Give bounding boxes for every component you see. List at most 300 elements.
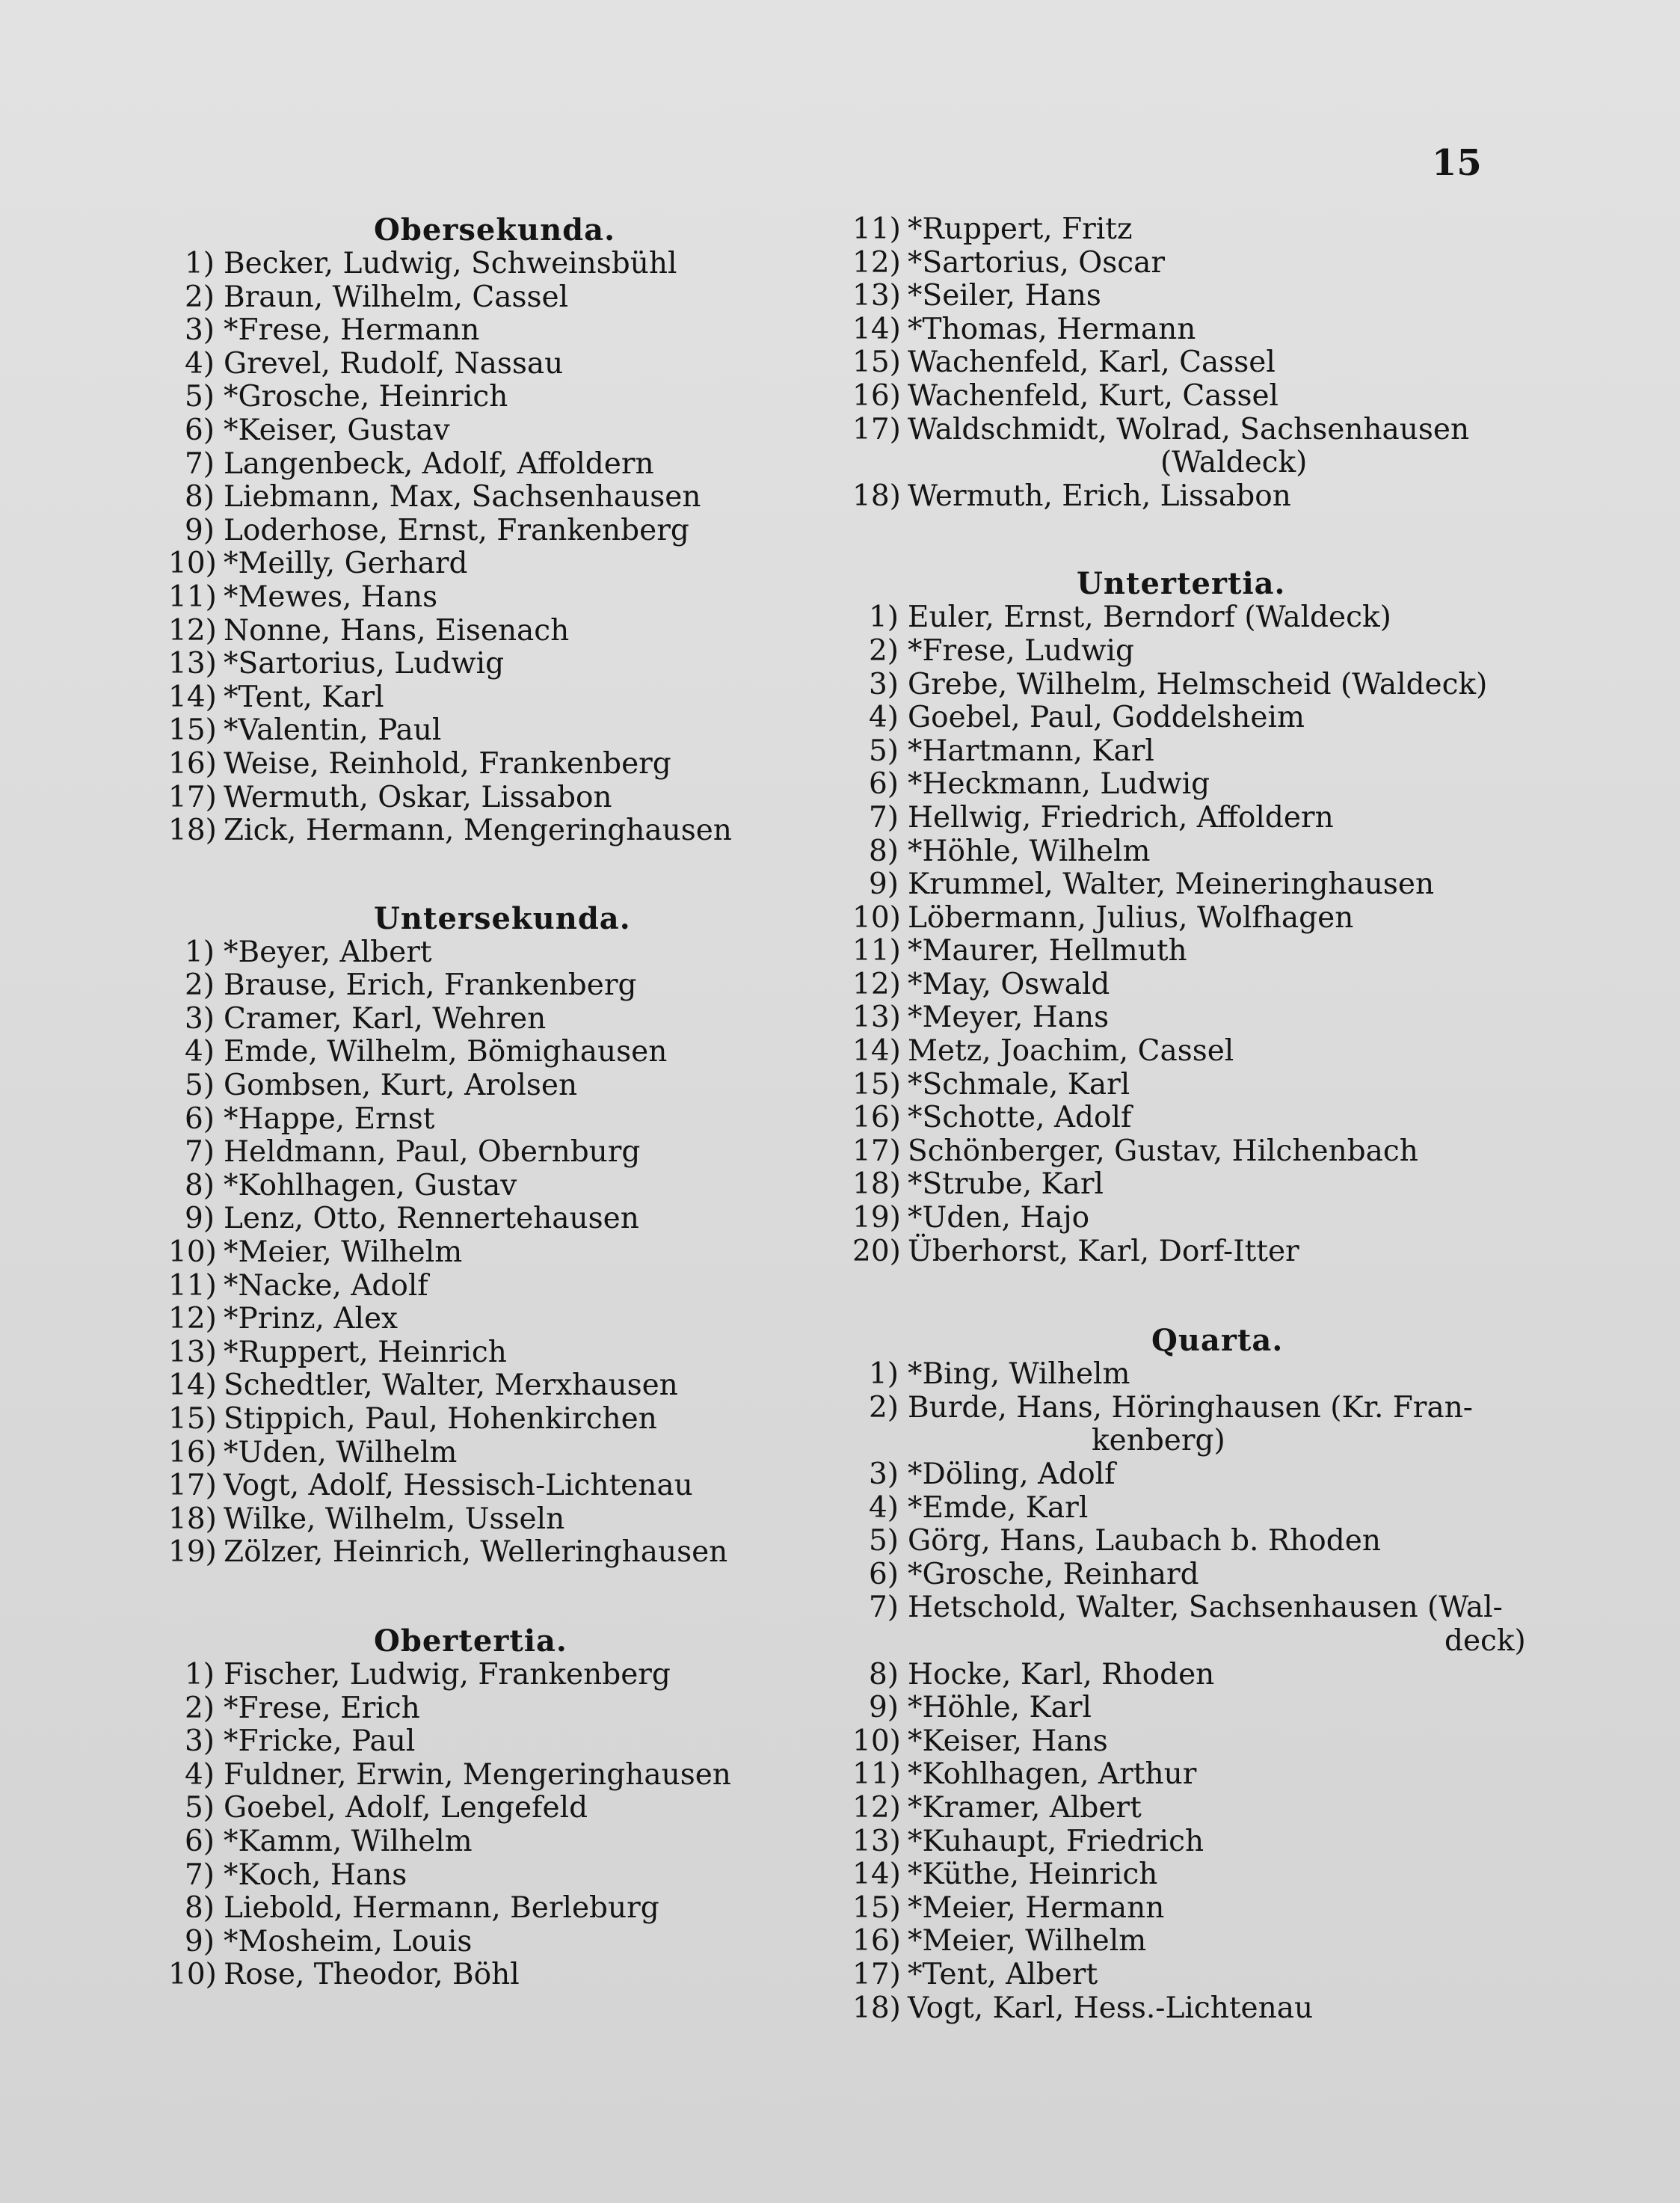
student-name: *Tent, Albert [908, 1957, 1098, 1991]
student-name: *Koch, Hans [224, 1858, 407, 1892]
entry-number: 8) [184, 1891, 215, 1926]
list-item [852, 1858, 1637, 1892]
entry-number: 16) [852, 378, 901, 413]
entry-number: 15) [852, 345, 901, 380]
student-name: *Nacke, Adolf [224, 1268, 428, 1303]
list-item [168, 1103, 871, 1137]
student-name: Becker, Ludwig, Schweinsbühl [224, 247, 677, 280]
list-item [852, 346, 1637, 380]
list-item [168, 1170, 871, 1203]
entry-number: 6) [184, 1102, 215, 1136]
entry-number: 11) [168, 580, 217, 614]
entry-number: 7) [868, 800, 899, 835]
list-item [852, 1892, 1637, 1926]
list-item [168, 514, 871, 548]
list-item [168, 581, 871, 615]
list-item [852, 935, 1637, 968]
student-name: *Meier, Hermann [908, 1890, 1165, 1925]
section-title: Obertertia. [374, 1623, 567, 1659]
list-item [852, 735, 1637, 769]
student-name: *Frese, Ludwig [908, 633, 1134, 668]
student-name: Vogt, Adolf, Hessisch-Lichtenau [224, 1469, 693, 1503]
entry-number: 4) [184, 1035, 215, 1069]
list-item [852, 868, 1637, 902]
list-item [852, 968, 1637, 1002]
list-item [168, 1202, 871, 1236]
list-item [168, 1503, 871, 1537]
list-item [168, 1825, 871, 1859]
student-name: Rose, Theodor, Böhl [224, 1958, 520, 1992]
entry-number: 2) [868, 1390, 899, 1425]
list-item [168, 1892, 871, 1926]
list-item [852, 1692, 1637, 1725]
list-item [168, 1036, 871, 1069]
list-item [852, 1202, 1637, 1235]
student-name: *Maurer, Hellmuth [908, 934, 1187, 968]
list-item [852, 1168, 1637, 1202]
entry-number: 18) [852, 1167, 901, 1202]
student-name: Langenbeck, Adolf, Affoldern [224, 446, 654, 481]
student-name: *Schotte, Adolf [908, 1101, 1132, 1135]
list-item [852, 1358, 1637, 1392]
student-name: *Ruppert, Heinrich [224, 1335, 507, 1369]
student-name: Hetschold, Walter, Sachsenhausen (Wal- [908, 1591, 1503, 1625]
student-name: *Keiser, Gustav [224, 413, 450, 447]
entry-number: 13) [852, 1001, 901, 1035]
student-name: Loderhose, Ernst, Frankenberg [224, 513, 689, 547]
entry-number: 10) [168, 547, 217, 581]
entry-number: 9) [868, 867, 899, 902]
student-name: *May, Oswald [908, 967, 1110, 1001]
entry-number: 15) [852, 1890, 901, 1925]
list-item [852, 247, 1637, 280]
section-title: Quarta. [1151, 1323, 1284, 1359]
student-name: Grebe, Wilhelm, Helmscheid (Waldeck) [908, 667, 1488, 701]
list-item [852, 1591, 1637, 1625]
entry-number: 8) [868, 834, 899, 868]
entry-number: 17) [852, 1134, 901, 1168]
list-item [852, 1992, 1637, 2026]
section-obertertia [168, 1624, 871, 1992]
entry-number: 13) [852, 1824, 901, 1858]
list-item [852, 380, 1637, 414]
list-item [852, 669, 1637, 702]
student-name: Görg, Hans, Laubach b. Rhoden [908, 1524, 1381, 1558]
entry-number: 3) [184, 313, 215, 348]
list-item [852, 1069, 1637, 1102]
list-item [852, 835, 1637, 869]
entry-number: 15) [168, 1402, 217, 1436]
list-item [168, 714, 871, 748]
student-name: *Meier, Wilhelm [908, 1924, 1147, 1958]
section-obersekunda [168, 213, 871, 848]
student-name: Heldmann, Paul, Obernburg [224, 1135, 641, 1170]
student-name: Cramer, Karl, Wehren [224, 1001, 547, 1036]
student-name: *Fricke, Paul [224, 1724, 416, 1759]
list-item [168, 648, 871, 681]
list-item [168, 1792, 871, 1825]
list-item [168, 1958, 871, 1992]
entry-number: 4) [868, 701, 899, 735]
student-list [168, 936, 871, 1570]
entry-number: 9) [184, 513, 215, 547]
list-item [168, 1859, 871, 1893]
entry-number: 10) [168, 1235, 217, 1270]
list-item [852, 802, 1637, 835]
student-name: Vogt, Karl, Hess.-Lichtenau [908, 1991, 1314, 2025]
list-item [168, 414, 871, 448]
student-name: Zölzer, Heinrich, Welleringhausen [224, 1535, 728, 1570]
student-name: Metz, Joachim, Cassel [908, 1034, 1234, 1069]
student-name: *Sartorius, Ludwig [224, 647, 505, 681]
student-name: Überhorst, Karl, Dorf-Itter [908, 1234, 1299, 1268]
entry-number: 1) [184, 247, 215, 280]
list-item [168, 248, 871, 281]
entry-number: 4) [184, 346, 215, 381]
list-item [168, 748, 871, 781]
entry-number: 3) [868, 667, 899, 701]
student-name: Burde, Hans, Höringhausen (Kr. Fran- [908, 1390, 1473, 1425]
student-name: *Mewes, Hans [224, 580, 438, 614]
entry-continuation: (Waldeck) [1160, 446, 1308, 480]
list-item [852, 313, 1637, 347]
entry-number: 5) [184, 1791, 215, 1825]
entry-number: 3) [184, 1724, 215, 1759]
list-item [852, 1825, 1637, 1859]
entry-number: 12) [852, 245, 901, 280]
student-name: Fischer, Ludwig, Frankenberg [224, 1657, 671, 1692]
section-title: Obersekunda. [374, 212, 615, 248]
entry-number: 10) [168, 1958, 217, 1992]
entry-number: 9) [184, 1202, 215, 1236]
student-name: *Kramer, Albert [908, 1790, 1142, 1825]
entry-number: 5) [868, 734, 899, 768]
entry-number: 1) [868, 1357, 899, 1392]
list-item [168, 1003, 871, 1036]
student-name: *Meier, Wilhelm [224, 1235, 463, 1270]
student-name: *Happe, Ernst [224, 1102, 435, 1136]
list-item [168, 1336, 871, 1370]
student-name: Grevel, Rudolf, Nassau [224, 346, 564, 381]
student-name: Weise, Reinhold, Frankenberg [224, 746, 671, 781]
entry-number: 9) [184, 1924, 215, 1958]
entry-number: 18) [852, 479, 901, 513]
student-name: *Strube, Karl [908, 1167, 1104, 1202]
entry-number: 5) [184, 1069, 215, 1103]
list-item [852, 1102, 1637, 1135]
student-name: *Seiler, Hans [908, 279, 1101, 313]
list-item [852, 1958, 1637, 1992]
student-name: *Döling, Adolf [908, 1457, 1116, 1491]
student-name: *Meyer, Hans [908, 1001, 1110, 1035]
student-name: *Valentin, Paul [224, 713, 442, 748]
entry-number: 19) [168, 1535, 217, 1570]
list-item [852, 1135, 1637, 1169]
student-name: *Ruppert, Fritz [908, 212, 1133, 246]
list-item [168, 969, 871, 1003]
student-name: Wermuth, Erich, Lissabon [908, 479, 1291, 513]
student-name: Fuldner, Erwin, Mengeringhausen [224, 1757, 731, 1792]
entry-number: 14) [852, 1034, 901, 1069]
student-name: *Prinz, Alex [224, 1302, 399, 1336]
entry-number: 19) [852, 1201, 901, 1235]
student-name: Goebel, Paul, Goddelsheim [908, 701, 1305, 735]
list-item [168, 1437, 871, 1470]
student-name: *Höhle, Karl [908, 1691, 1092, 1725]
list-item [852, 601, 1637, 635]
student-name: *Bing, Wilhelm [908, 1357, 1130, 1392]
student-name: Lenz, Otto, Rennertehausen [224, 1202, 639, 1236]
list-item [168, 1369, 871, 1403]
entry-number: 9) [868, 1691, 899, 1725]
student-name: *Kuhaupt, Friedrich [908, 1824, 1204, 1858]
entry-continuation: deck) [1444, 1623, 1526, 1658]
list-item [852, 1558, 1637, 1592]
list-item [168, 1926, 871, 1959]
student-name: Löbermann, Julius, Wolfhagen [908, 900, 1354, 935]
student-name: Krummel, Walter, Meineringhausen [908, 867, 1435, 902]
student-name: Brause, Erich, Frankenberg [224, 968, 637, 1003]
entry-number: 15) [852, 1067, 901, 1102]
list-item [168, 781, 871, 815]
list-item [168, 1759, 871, 1792]
student-name: *Tent, Karl [224, 680, 384, 714]
student-name: *Mosheim, Louis [224, 1924, 473, 1958]
entry-number: 17) [852, 1957, 901, 1991]
student-name: Emde, Wilhelm, Bömighausen [224, 1035, 668, 1069]
student-name: *Uden, Hajo [908, 1201, 1090, 1235]
list-item [852, 1659, 1637, 1692]
student-name: Hocke, Karl, Rhoden [908, 1657, 1215, 1692]
list-item [168, 481, 871, 514]
list-item [852, 1235, 1637, 1269]
list-item [168, 1270, 871, 1303]
entry-number: 5) [868, 1524, 899, 1558]
entry-number: 4) [184, 1757, 215, 1792]
student-name: Liebmann, Max, Sachsenhausen [224, 480, 701, 514]
list-item [168, 1236, 871, 1270]
list-item [168, 1403, 871, 1437]
student-list [852, 1358, 1637, 2025]
section-untersekunda [168, 902, 871, 1570]
entry-number: 6) [868, 767, 899, 802]
entry-number: 14) [168, 680, 217, 714]
entry-number: 11) [168, 1268, 217, 1303]
student-list [852, 601, 1637, 1268]
entry-number: 10) [852, 1724, 901, 1758]
list-item [852, 1925, 1637, 1958]
list-item [852, 1525, 1637, 1558]
entry-number: 10) [852, 900, 901, 935]
list-item [852, 1458, 1637, 1492]
list-item [852, 1725, 1637, 1759]
student-name: Waldschmidt, Wolrad, Sachsenhausen [908, 412, 1470, 446]
student-name: Wachenfeld, Kurt, Cassel [908, 378, 1279, 413]
entry-number: 12) [168, 1302, 217, 1336]
section-title: Untertertia. [1077, 566, 1286, 602]
entry-number: 16) [852, 1924, 901, 1958]
student-name: *Küthe, Heinrich [908, 1858, 1158, 1892]
entry-number: 12) [852, 1790, 901, 1825]
list-item [852, 635, 1637, 669]
student-name: *Grosche, Reinhard [908, 1557, 1199, 1591]
list-item [852, 902, 1637, 935]
list-item [852, 1035, 1637, 1069]
student-name: *Sartorius, Oscar [908, 245, 1166, 280]
entry-number: 2) [184, 280, 215, 314]
entry-number: 18) [168, 814, 217, 848]
student-name: *Frese, Erich [224, 1691, 420, 1725]
student-name: *Kohlhagen, Arthur [908, 1757, 1197, 1792]
list-item [168, 547, 871, 581]
entry-number: 13) [168, 647, 217, 681]
entry-number: 2) [868, 633, 899, 668]
student-name: *Meilly, Gerhard [224, 547, 468, 581]
student-name: *Heckmann, Ludwig [908, 767, 1210, 802]
list-item [852, 701, 1637, 735]
entry-number: 8) [868, 1657, 899, 1692]
student-name: Stippich, Paul, Hohenkirchen [224, 1402, 657, 1436]
student-name: Braun, Wilhelm, Cassel [224, 280, 569, 314]
list-item [168, 448, 871, 482]
list-item [168, 1692, 871, 1726]
list-item [852, 768, 1637, 802]
entry-number: 15) [168, 713, 217, 748]
student-list [168, 248, 871, 848]
student-name: Schönberger, Gustav, Hilchenbach [908, 1134, 1418, 1168]
entry-number: 6) [868, 1557, 899, 1591]
section-obertertia-continued [852, 213, 1637, 513]
entry-number: 16) [168, 746, 217, 781]
list-item [168, 1725, 871, 1759]
list-item [852, 1392, 1637, 1425]
list-item [168, 681, 871, 715]
student-name: *Kohlhagen, Gustav [224, 1168, 517, 1202]
entry-number: 12) [852, 967, 901, 1001]
list-item [168, 814, 871, 848]
entry-number: 7) [184, 1858, 215, 1892]
student-name: *Schmale, Karl [908, 1067, 1130, 1102]
entry-number: 2) [184, 968, 215, 1003]
student-name: Wermuth, Oskar, Lissabon [224, 780, 612, 814]
student-name: *Keiser, Hans [908, 1724, 1108, 1758]
list-item [168, 1536, 871, 1570]
student-name: *Beyer, Albert [224, 935, 432, 969]
student-name: *Höhle, Wilhelm [908, 834, 1151, 868]
student-name: Liebold, Hermann, Berleburg [224, 1891, 659, 1926]
entry-number: 4) [868, 1490, 899, 1525]
entry-number: 7) [184, 1135, 215, 1170]
list-item [168, 1659, 871, 1692]
student-name: Goebel, Adolf, Lengefeld [224, 1791, 588, 1825]
student-name: *Uden, Wilhelm [224, 1435, 458, 1469]
entry-number: 11) [852, 934, 901, 968]
entry-number: 13) [852, 279, 901, 313]
entry-number: 7) [868, 1591, 899, 1625]
entry-number: 2) [184, 1691, 215, 1725]
list-item [852, 480, 1637, 514]
student-list [852, 213, 1637, 513]
entry-number: 18) [168, 1502, 217, 1536]
list-item [852, 1492, 1637, 1525]
student-name: Euler, Ernst, Berndorf (Waldeck) [908, 600, 1391, 635]
entry-number: 14) [852, 312, 901, 346]
entry-number: 8) [184, 1168, 215, 1202]
entry-number: 17) [168, 1469, 217, 1503]
page-number: 15 [1432, 142, 1482, 184]
student-name: Schedtler, Walter, Merxhausen [224, 1368, 678, 1403]
entry-number: 14) [852, 1858, 901, 1892]
entry-number: 5) [184, 380, 215, 414]
entry-number: 11) [852, 1757, 901, 1792]
student-name: *Hartmann, Karl [908, 734, 1154, 768]
entry-continuation: kenberg) [1092, 1424, 1225, 1458]
entry-number: 1) [184, 1657, 215, 1692]
entry-number: 17) [168, 780, 217, 814]
section-title: Untersekunda. [374, 900, 631, 936]
list-item [852, 213, 1637, 247]
student-name: Nonne, Hans, Eisenach [224, 613, 570, 648]
entry-number: 6) [184, 413, 215, 447]
entry-number: 16) [852, 1101, 901, 1135]
student-list [168, 1659, 871, 1992]
student-name: *Kamm, Wilhelm [224, 1824, 473, 1858]
student-name: Wilke, Wilhelm, Usseln [224, 1502, 565, 1536]
list-item [852, 414, 1637, 447]
entry-number: 17) [852, 412, 901, 446]
entry-number: 16) [168, 1435, 217, 1469]
list-item [168, 936, 871, 970]
student-name: Hellwig, Friedrich, Affoldern [908, 800, 1334, 835]
list-item [168, 615, 871, 648]
right-column [852, 213, 1637, 2025]
list-item [852, 1001, 1637, 1035]
list-item [168, 348, 871, 381]
section-quarta [852, 1324, 1637, 2025]
entry-number: 12) [168, 613, 217, 648]
student-name: *Grosche, Heinrich [224, 380, 508, 414]
entry-number: 1) [868, 600, 899, 635]
list-item [852, 1758, 1637, 1792]
student-name: Zick, Hermann, Mengeringhausen [224, 814, 732, 848]
list-item [168, 314, 871, 348]
list-item [852, 280, 1637, 313]
entry-number: 14) [168, 1368, 217, 1403]
entry-number: 6) [184, 1824, 215, 1858]
entry-number: 20) [852, 1234, 901, 1268]
entry-number: 11) [852, 212, 901, 246]
entry-number: 3) [184, 1001, 215, 1036]
entry-number: 8) [184, 480, 215, 514]
list-item [168, 1069, 871, 1103]
list-item [168, 381, 871, 414]
entry-number: 7) [184, 446, 215, 481]
list-item [168, 281, 871, 315]
student-name: *Emde, Karl [908, 1490, 1089, 1525]
entry-number: 1) [184, 935, 215, 969]
entry-number: 13) [168, 1335, 217, 1369]
list-item [168, 1136, 871, 1170]
student-name: *Thomas, Hermann [908, 312, 1196, 346]
section-untertertia [852, 567, 1637, 1268]
list-item [852, 1792, 1637, 1825]
student-name: Wachenfeld, Karl, Cassel [908, 345, 1276, 380]
student-name: Gombsen, Kurt, Arolsen [224, 1069, 578, 1103]
entry-number: 3) [868, 1457, 899, 1491]
entry-number: 18) [852, 1991, 901, 2025]
list-item [168, 1303, 871, 1336]
student-name: *Frese, Hermann [224, 313, 480, 348]
